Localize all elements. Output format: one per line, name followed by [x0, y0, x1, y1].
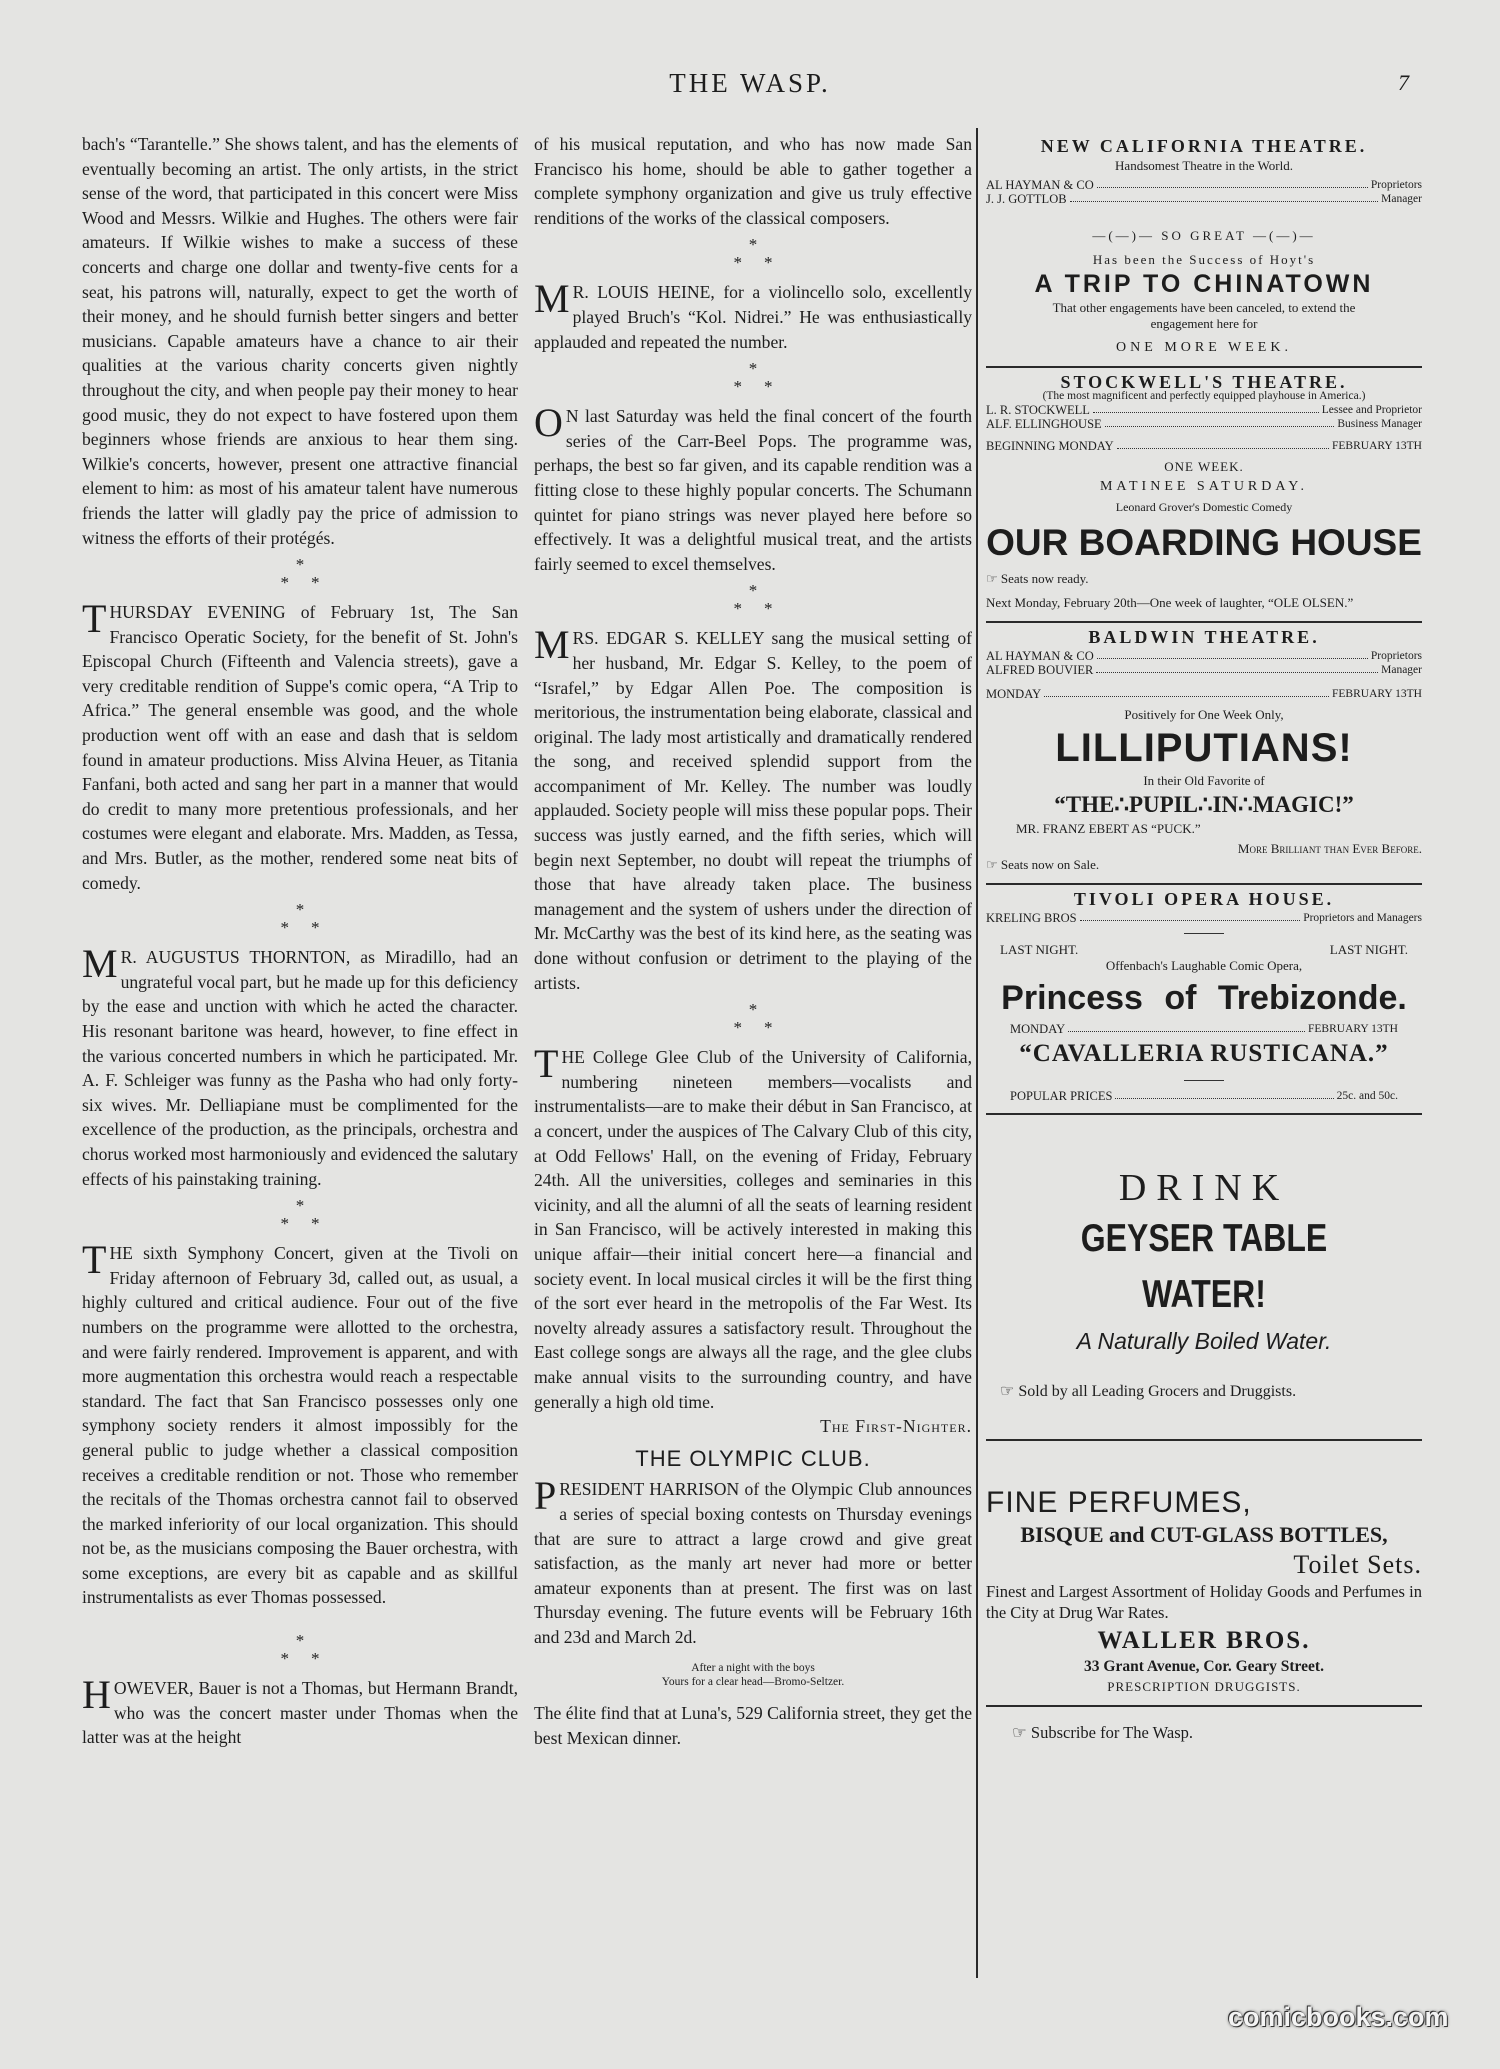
- article-paragraph: [82, 596, 518, 895]
- drop-cap: T: [82, 1237, 107, 1283]
- staff-row: AL HAYMAN & CO Proprietors: [986, 178, 1422, 192]
- staff-row: ALF. ELLINGHOUSE Business Manager: [986, 417, 1422, 431]
- last-night-left: LAST NIGHT.: [1000, 942, 1079, 957]
- article-paragraph: bach's “Tarantelle.” She shows talent, and has the elements of eventually becoming an artist. The only artists, in the strict sense of the word, that participated in this concert were Miss Wood and Messrs. Wilkie and Hughes. The others were fair amateurs. If Wilkie wishes to make a success of these concerts and charge one dollar and twenty-five cents for a seat, his patrons will, naturally, expect to get the worth of their money, and he should furnish better singers and better musicians. Capable amateurs have a chance to air their qualities at the various charity concerts given nightly throughout the city, and when people pay their money to hear good music, they do not expect to have fostered upon them beginners whose friends are anxious to hear them sing. Wilkie's concerts, however, present one attractive financial element to him: as most of his amateur talent have numerous friends the latter will gladly pay the price of admission to witness the efforts of their protégés.: [82, 134, 518, 548]
- paragraph-text: N last Saturday was held the final concert of the fourth series of the Carr-Beel Pops. The programme was, perhaps, the best so far given, and its capable rendition was a fitting close to these highly popular concerts. The Schumann quintet for piano strings was never played here before so effectively. It was a delightful musical treat, and the artists fairly seemed to excel themselves.: [534, 406, 972, 574]
- positively-line: Positively for One Week Only,: [1124, 707, 1284, 722]
- article-paragraph: [82, 1237, 518, 1610]
- paragraph-text: OWEVER, Bauer is not a Thomas, but Hermann Brandt, who was the concert master under Thomas when the latter was at the height: [82, 1678, 518, 1748]
- product-name: GEYSER TABLE WATER!: [1080, 1217, 1328, 1316]
- last-night-right: LAST NIGHT.: [1329, 942, 1408, 957]
- show-title: A TRIP TO CHINATOWN: [1034, 270, 1374, 298]
- section-divider: * **: [733, 235, 795, 273]
- staff-row: J. J. GOTTLOB Manager: [986, 192, 1422, 206]
- offenbach-line: Offenbach's Laughable Comic Opera,: [1105, 958, 1303, 973]
- filler-ad: [534, 1661, 972, 1689]
- theatre-name: NEW CALIFORNIA THEATRE.: [1040, 136, 1368, 156]
- toilet-sets-line: Toilet Sets.: [1293, 1550, 1422, 1579]
- drop-cap: P: [534, 1473, 557, 1519]
- drop-cap: T: [82, 596, 107, 642]
- page-number: 7: [1398, 70, 1409, 95]
- section-divider: * **: [280, 555, 342, 593]
- date-row: MONDAY FEBRUARY 13TH: [1010, 1022, 1398, 1036]
- ebert-line: MR. FRANZ EBERT AS “PUCK.”: [1016, 821, 1201, 836]
- advertisements-column: [986, 132, 1422, 1741]
- tagline: (The most magnificent and perfectly equipped playhouse in America.): [1042, 390, 1366, 402]
- ad-new-california-theatre: [986, 132, 1422, 368]
- article-paragraph: [534, 1473, 972, 1649]
- perfumes-body: Finest and Largest Assortment of Holiday Goods and Perfumes in the City at Drug War Rates.: [986, 1582, 1422, 1622]
- address-line: 33 Grant Avenue, Cor. Geary Street.: [1084, 1658, 1324, 1675]
- drop-cap: O: [534, 400, 563, 446]
- product-tagline: A Naturally Boiled Water.: [1076, 1328, 1332, 1354]
- watermark: comicbooks.com: [1228, 2002, 1449, 2032]
- article-paragraph: [82, 941, 518, 1191]
- article-paragraph: [534, 622, 972, 995]
- paragraph-text: HE College Glee Club of the University of California, numbering nineteen members—vocalists and instrumentalists—are to make their début in San Francisco, at a concert, under the auspices of The Calvary Club of this city, at Odd Fellows' Hall, on the evening of Friday, February 24th. All the universities, colleges and seminaries in this vicinity, and all the alumni of all the seats of learning resident in San Francisco, will be actively interested in making this unique affair—their initial concert here—a financial and society event. In local musical circles it will be the first thing of the sort ever heard in the metropolis of the Far West. Its novelty already assures a satisfactory result. Throughout the East college songs are always all the rage, and the glee clubs make annual visits to the surrounding country, and have generally a high old time.: [534, 1047, 972, 1412]
- section-divider: * **: [733, 1000, 795, 1038]
- filler-line: After a night with the boys: [691, 1662, 815, 1675]
- brilliant-line: More Brilliant than Ever Before.: [1237, 841, 1422, 856]
- subscribe-line: ☞ Subscribe for The Wasp.: [1012, 1723, 1194, 1742]
- article-paragraph: [82, 1672, 518, 1750]
- article-paragraph: [534, 1041, 972, 1414]
- column-1: [82, 132, 518, 1750]
- one-more-week: ONE MORE WEEK.: [1116, 340, 1292, 355]
- drink-line: DRINK: [1118, 1167, 1290, 1209]
- staff-row: KRELING BROS Proprietors and Managers: [986, 911, 1422, 925]
- price-row: POPULAR PRICES 25c. and 50c.: [1010, 1089, 1398, 1103]
- column-rule: [976, 128, 978, 1978]
- article-paragraph: of his musical reputation, and who has now made San Francisco his home, should be able to gather together a complete symphony organization and give us truly effective renditions of the works of the classical composers.: [534, 134, 972, 228]
- drop-cap: M: [534, 622, 570, 668]
- article-paragraph: The élite find that at Luna's, 529 California street, they get the best Mexican dinner.: [534, 1703, 972, 1749]
- staff-row: L. R. STOCKWELL Lessee and Proprietor: [986, 403, 1422, 417]
- paragraph-text: RS. EDGAR S. KELLEY sang the musical setting of her husband, Mr. Edgar S. Kelley, to the poem of “Israfel,” by Edgar Allen Poe. The composition is meritorious, the instrumentation being elaborate, classical and original. The lady most artistically and dramatically rendered the song, and received splendid support from the accompaniment of Mr. Kelley. The number was loudly applauded. Society people will miss these popular pops. Their success was justly earned, and the fifth series, which will begin next September, no doubt will repeat the triumphs of those that have already taken place. The business management and the system of ushers under the direction of Mr. McCarthy was the best of its kind here, as the seating was done without confusion or detriment to the playing of the artists.: [534, 628, 972, 993]
- drop-cap: M: [82, 941, 118, 987]
- date-row: MONDAY FEBRUARY 13TH: [986, 687, 1422, 701]
- ad-geyser-table-water: [986, 1115, 1422, 1441]
- pointing-hand-icon: ☞: [1012, 1723, 1027, 1742]
- pupil-line: “THE∴PUPIL∴IN∴MAGIC!”: [1054, 792, 1354, 817]
- theatre-name: BALDWIN THEATRE.: [1088, 627, 1320, 647]
- next-line: Next Monday, February 20th—One week of laughter, “OLE OLSEN.”: [986, 595, 1354, 610]
- masthead-title: THE WASP.: [669, 68, 831, 98]
- short-rule: [1184, 1080, 1224, 1081]
- last-night-row: [986, 942, 1422, 958]
- tagline: Handsomest Theatre in the World.: [1115, 158, 1293, 173]
- staff-row: AL HAYMAN & CO Proprietors: [986, 649, 1422, 663]
- bisque-line: BISQUE and CUT-GLASS BOTTLES,: [1020, 1522, 1388, 1547]
- drop-cap: H: [82, 1672, 111, 1718]
- byline-signature: The First-Nighter.: [820, 1416, 972, 1437]
- paragraph-text: R. LOUIS HEINE, for a violincello solo, excellently played Bruch's “Kol. Nidrei.” He was enthusiastically applauded and repeated the number.: [534, 282, 972, 352]
- paragraph-text: HURSDAY EVENING of February 1st, The San Francisco Operatic Society, for the benefit of St. John's Episcopal Church (Fifteenth and Valencia streets), gave a very creditable rendition of Suppe's comic opera, “A Trip to Africa.” The general ensemble was good, and the whole production went off with an ease and dash that is seldom found in amateur productions. Miss Alvina Heuer, as Titania Fanfani, both acted and sang her part in a manner that would do credit to many more pretentious professionals, and her costumes were elegant and elaborate. Mrs. Madden, as Tessa, and Mrs. Butler, as the mother, rendered some neat bits of comedy.: [82, 602, 518, 893]
- pointing-hand-icon: ☞: [986, 571, 998, 586]
- one-week: ONE WEEK.: [1164, 459, 1244, 474]
- ad-tivoli-opera-house: [986, 885, 1422, 1115]
- article-paragraph: [534, 276, 972, 354]
- section-divider: * **: [280, 1631, 342, 1669]
- pointing-hand-icon: ☞: [986, 857, 998, 872]
- matinee: MATINEE SATURDAY.: [1099, 479, 1309, 494]
- show-title: Princess of Trebizonde.: [1001, 979, 1407, 1017]
- column-2: [534, 132, 972, 1751]
- section-divider: * **: [280, 1196, 342, 1234]
- paragraph-text: HE sixth Symphony Concert, given at the Tivoli on Friday afternoon of February 3d, called out, as usual, a highly cultured and critical audience. Four out of the five numbers on the programme were allotted to the orchestra, and were fairly rendered. Improvement is apparent, and with more augmentation this orchestra would reach a respectable standard. The fact that San Francisco possesses only one symphony society renders it almost impossibly for the general public to judge whether a classical composition receives a creditable rendition or not. Those who remember the recitals of the Thomas orchestra cannot fail to observed the marked inferiority of our local organization. This should not be, as the musicians composing the Bauer orchestra, with some exceptions, are every bit as capable and as skillful instrumentalists as ever Thomas possessed.: [82, 1243, 518, 1608]
- show-title: LILLIPUTIANS!: [1055, 726, 1353, 770]
- brand-name: WALLER BROS.: [1097, 1627, 1311, 1654]
- drop-cap: M: [534, 276, 570, 322]
- staff-row: ALFRED BOUVIER Manager: [986, 663, 1422, 677]
- theatre-name: TIVOLI OPERA HOUSE.: [1073, 889, 1335, 909]
- comedy-line: Leonard Grover's Domestic Comedy: [1115, 500, 1293, 514]
- section-divider: * **: [733, 359, 795, 397]
- seats-line: ☞ Seats now ready.: [986, 571, 1089, 586]
- ad-stockwells-theatre: [986, 368, 1422, 623]
- seats-line: ☞ Seats now on Sale.: [986, 857, 1100, 872]
- prescription-line: PRESCRIPTION DRUGGISTS.: [1107, 1679, 1301, 1694]
- filler-line: Yours for a clear head—Bromo-Seltzer.: [661, 1676, 845, 1689]
- ad-fine-perfumes: [986, 1441, 1422, 1707]
- short-rule: [1184, 933, 1224, 934]
- section-heading: THE OLYMPIC CLUB.: [635, 1445, 871, 1471]
- section-divider: * **: [280, 900, 342, 938]
- ad-headline: FINE PERFUMES,: [986, 1486, 1252, 1519]
- drop-cap: T: [534, 1041, 559, 1087]
- so-great-line: —(—)— SO GREAT —(—)—: [1092, 228, 1316, 243]
- success-line: Has been the Success of Hoyt's: [1092, 252, 1316, 267]
- pointing-hand-icon: ☞: [1000, 1383, 1015, 1400]
- next-show: “CAVALLERIA RUSTICANA.”: [1019, 1040, 1389, 1067]
- show-title: OUR BOARDING HOUSE: [986, 522, 1422, 563]
- theatre-name: STOCKWELL'S THEATRE.: [1060, 372, 1348, 392]
- article-paragraph: [534, 400, 972, 576]
- sold-line: ☞ Sold by all Leading Grocers and Druggists.: [1000, 1383, 1297, 1400]
- paragraph-text: R. AUGUSTUS THORNTON, as Miradillo, had an ungrateful vocal part, but he made up for this deficiency by the ease and unction with which he acted the character. His resonant baritone was heard, however, to fine effect in the various concerted numbers in which he participated. Mr. A. F. Schleiger was funny as the Pasha who had only forty-six wives. Mr. Delliapiane must be complimented for the excellence of the production, as the principals, orchestra and chorus worked most harmoniously and evidenced the salutary effects of his painstaking training.: [82, 947, 518, 1189]
- ad-baldwin-theatre: [986, 623, 1422, 885]
- favorite-line: In their Old Favorite of: [1143, 773, 1265, 788]
- date-row: BEGINNING MONDAY FEBRUARY 13TH: [986, 439, 1422, 453]
- note: That other engagements have been canceled, to extend the engagement here for: [1052, 300, 1356, 331]
- section-divider: * **: [733, 581, 795, 619]
- paragraph-text: RESIDENT HARRISON of the Olympic Club announces a series of special boxing contests on Thursday evenings that are sure to attract a large crowd and give great satisfaction, as the manly art never had more or better amateur exponents than at present. The first was on last Thursday evening. The future events will be February 16th and 23d and March 2d.: [534, 1479, 972, 1647]
